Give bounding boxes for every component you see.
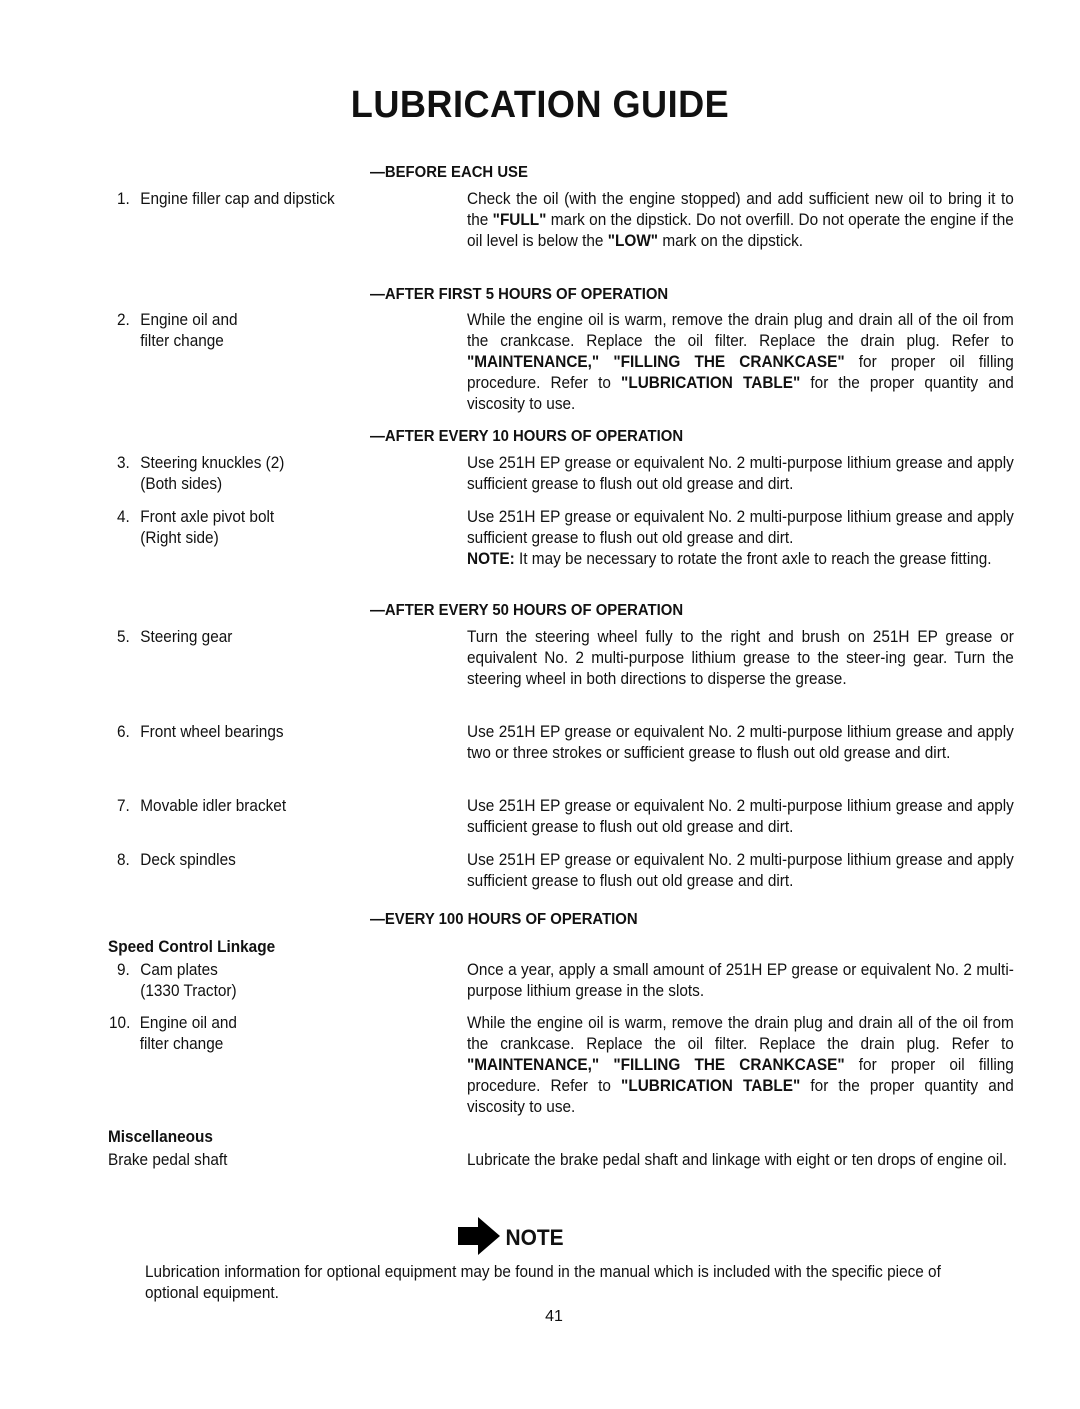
- desc-text: Check the oil (with the engine stopped) and add sufficient new oil to bring it to the: [467, 190, 1014, 229]
- item-name: Steering knuckles (2): [140, 454, 285, 472]
- desc-text: mark on the dipstick. Do not overfill. Do not operate the engine if the oil level is below the: [467, 211, 1014, 250]
- item-name: Deck spindles: [140, 851, 236, 869]
- desc-text: for proper oil filling procedure. Refer to: [467, 1056, 1014, 1095]
- item-number: 4.: [117, 508, 130, 526]
- desc-text: for proper oil filling procedure. Refer to: [467, 353, 1014, 392]
- item-description: [467, 310, 1014, 415]
- section-heading-every-100-hours: —EVERY 100 HOURS OF OPERATION: [370, 911, 638, 928]
- section-heading-after-first-5-hours: —AFTER FIRST 5 HOURS OF OPERATION: [370, 286, 669, 303]
- item-label: [117, 189, 396, 210]
- item-description: Use 251H EP grease or equivalent No. 2 multi-purpose lithium grease and apply sufficient grease to flush out old grease and dirt.: [467, 851, 1014, 890]
- desc-text: for the proper quantity and viscosity to use.: [467, 1077, 1014, 1116]
- desc-text: While the engine oil is warm, remove the drain plug and drain all of the oil from the crankcase. Replace the oil filter. Replace the drain plug. Refer to: [467, 1014, 1014, 1053]
- desc-emphasis: "LUBRICATION TABLE": [621, 1077, 801, 1095]
- item-label: [117, 627, 396, 648]
- desc-text: While the engine oil is warm, remove the drain plug and drain all of the oil from the crankcase. Replace the oil filter. Replace the drain plug. Refer to: [467, 311, 1014, 350]
- desc-emphasis: "LUBRICATION TABLE": [621, 374, 801, 392]
- page-number: 41: [545, 1308, 563, 1325]
- item-name: Front axle pivot bolt: [140, 508, 275, 526]
- desc-emphasis: "MAINTENANCE," "FILLING THE CRANKCASE": [467, 353, 845, 371]
- item-name-cont: (1330 Tractor): [140, 982, 237, 1000]
- note-heading: NOTE: [505, 1225, 564, 1250]
- item-label: [117, 507, 396, 549]
- item-label: [117, 850, 396, 871]
- item-description: Use 251H EP grease or equivalent No. 2 multi-purpose lithium grease and apply sufficient grease to flush out old grease and dirt.: [467, 797, 1014, 836]
- item-name-cont: (Both sides): [140, 475, 223, 493]
- item-name: Movable idler bracket: [140, 797, 287, 815]
- note-callout: [458, 1218, 565, 1258]
- item-number: 6.: [117, 723, 130, 741]
- item-label: [109, 1013, 388, 1055]
- item-name: Steering gear: [140, 628, 233, 646]
- item-label: [117, 453, 396, 495]
- item-number: 1.: [117, 190, 130, 208]
- item-description: [467, 507, 1014, 570]
- desc-text: for the proper quantity and viscosity to use.: [467, 374, 1014, 413]
- desc-emphasis: "LOW": [607, 232, 659, 250]
- subhead-speed-control-linkage: Speed Control Linkage: [108, 938, 276, 956]
- item-name: Engine filler cap and dipstick: [140, 190, 335, 208]
- item-label: [117, 310, 396, 352]
- item-name: Engine oil and: [140, 311, 238, 329]
- page-title: LUBRICATION GUIDE: [350, 84, 730, 126]
- note-text: It may be necessary to rotate the front axle to reach the grease fitting.: [514, 550, 992, 568]
- item-label: [117, 960, 396, 1002]
- desc-text: mark on the dipstick.: [658, 232, 804, 250]
- desc-emphasis: "MAINTENANCE," "FILLING THE CRANKCASE": [467, 1056, 845, 1074]
- item-label: [117, 796, 396, 817]
- item-number: 8.: [117, 851, 130, 869]
- desc-emphasis: "FULL": [492, 211, 547, 229]
- item-name-cont: filter change: [140, 332, 224, 350]
- section-heading-after-every-10-hours: —AFTER EVERY 10 HOURS OF OPERATION: [370, 428, 684, 445]
- desc-text: Use 251H EP grease or equivalent No. 2 multi-purpose lithium grease and apply sufficient grease to flush out old grease and dirt.: [467, 508, 1014, 547]
- item-description: [467, 189, 1014, 252]
- subhead-miscellaneous: Miscellaneous: [108, 1128, 213, 1146]
- misc-item-label: Brake pedal shaft: [108, 1151, 228, 1169]
- item-description: Once a year, apply a small amount of 251H EP grease or equivalent No. 2 multi-purpose lithium grease in the slots.: [467, 961, 1014, 1000]
- item-note: [467, 549, 1014, 570]
- item-number: 2.: [117, 311, 130, 329]
- item-number: 5.: [117, 628, 130, 646]
- arrow-right-icon: [458, 1217, 500, 1260]
- item-name: Cam plates: [140, 961, 218, 979]
- item-name-cont: (Right side): [140, 529, 219, 547]
- item-number: 10.: [109, 1014, 131, 1032]
- item-label: [117, 722, 396, 743]
- item-name-cont: filter change: [139, 1035, 224, 1053]
- misc-item-description: Lubricate the brake pedal shaft and linkage with eight or ten drops of engine oil.: [467, 1151, 1007, 1169]
- note-body: Lubrication information for optional equipment may be found in the manual which is included with the specific piece of optional equipment.: [145, 1263, 941, 1302]
- item-description: Turn the steering wheel fully to the right and brush on 251H EP grease or equivalent No. 2 multi-purpose lithium grease to the steer-ing gear. Turn the steering wheel in both directions to disperse the grease.: [467, 628, 1014, 688]
- section-heading-before-each-use: —BEFORE EACH USE: [370, 164, 528, 181]
- item-description: [467, 1013, 1014, 1118]
- item-description: Use 251H EP grease or equivalent No. 2 multi-purpose lithium grease and apply sufficient grease to flush out old grease and dirt.: [467, 454, 1014, 493]
- item-description: Use 251H EP grease or equivalent No. 2 multi-purpose lithium grease and apply two or three strokes or sufficient grease to flush out old grease and dirt.: [467, 723, 1014, 762]
- item-name: Front wheel bearings: [140, 723, 284, 741]
- item-number: 9.: [117, 961, 130, 979]
- item-name: Engine oil and: [139, 1014, 237, 1032]
- note-label: NOTE:: [467, 550, 515, 568]
- section-heading-after-every-50-hours: —AFTER EVERY 50 HOURS OF OPERATION: [370, 602, 684, 619]
- item-number: 7.: [117, 797, 130, 815]
- item-number: 3.: [117, 454, 130, 472]
